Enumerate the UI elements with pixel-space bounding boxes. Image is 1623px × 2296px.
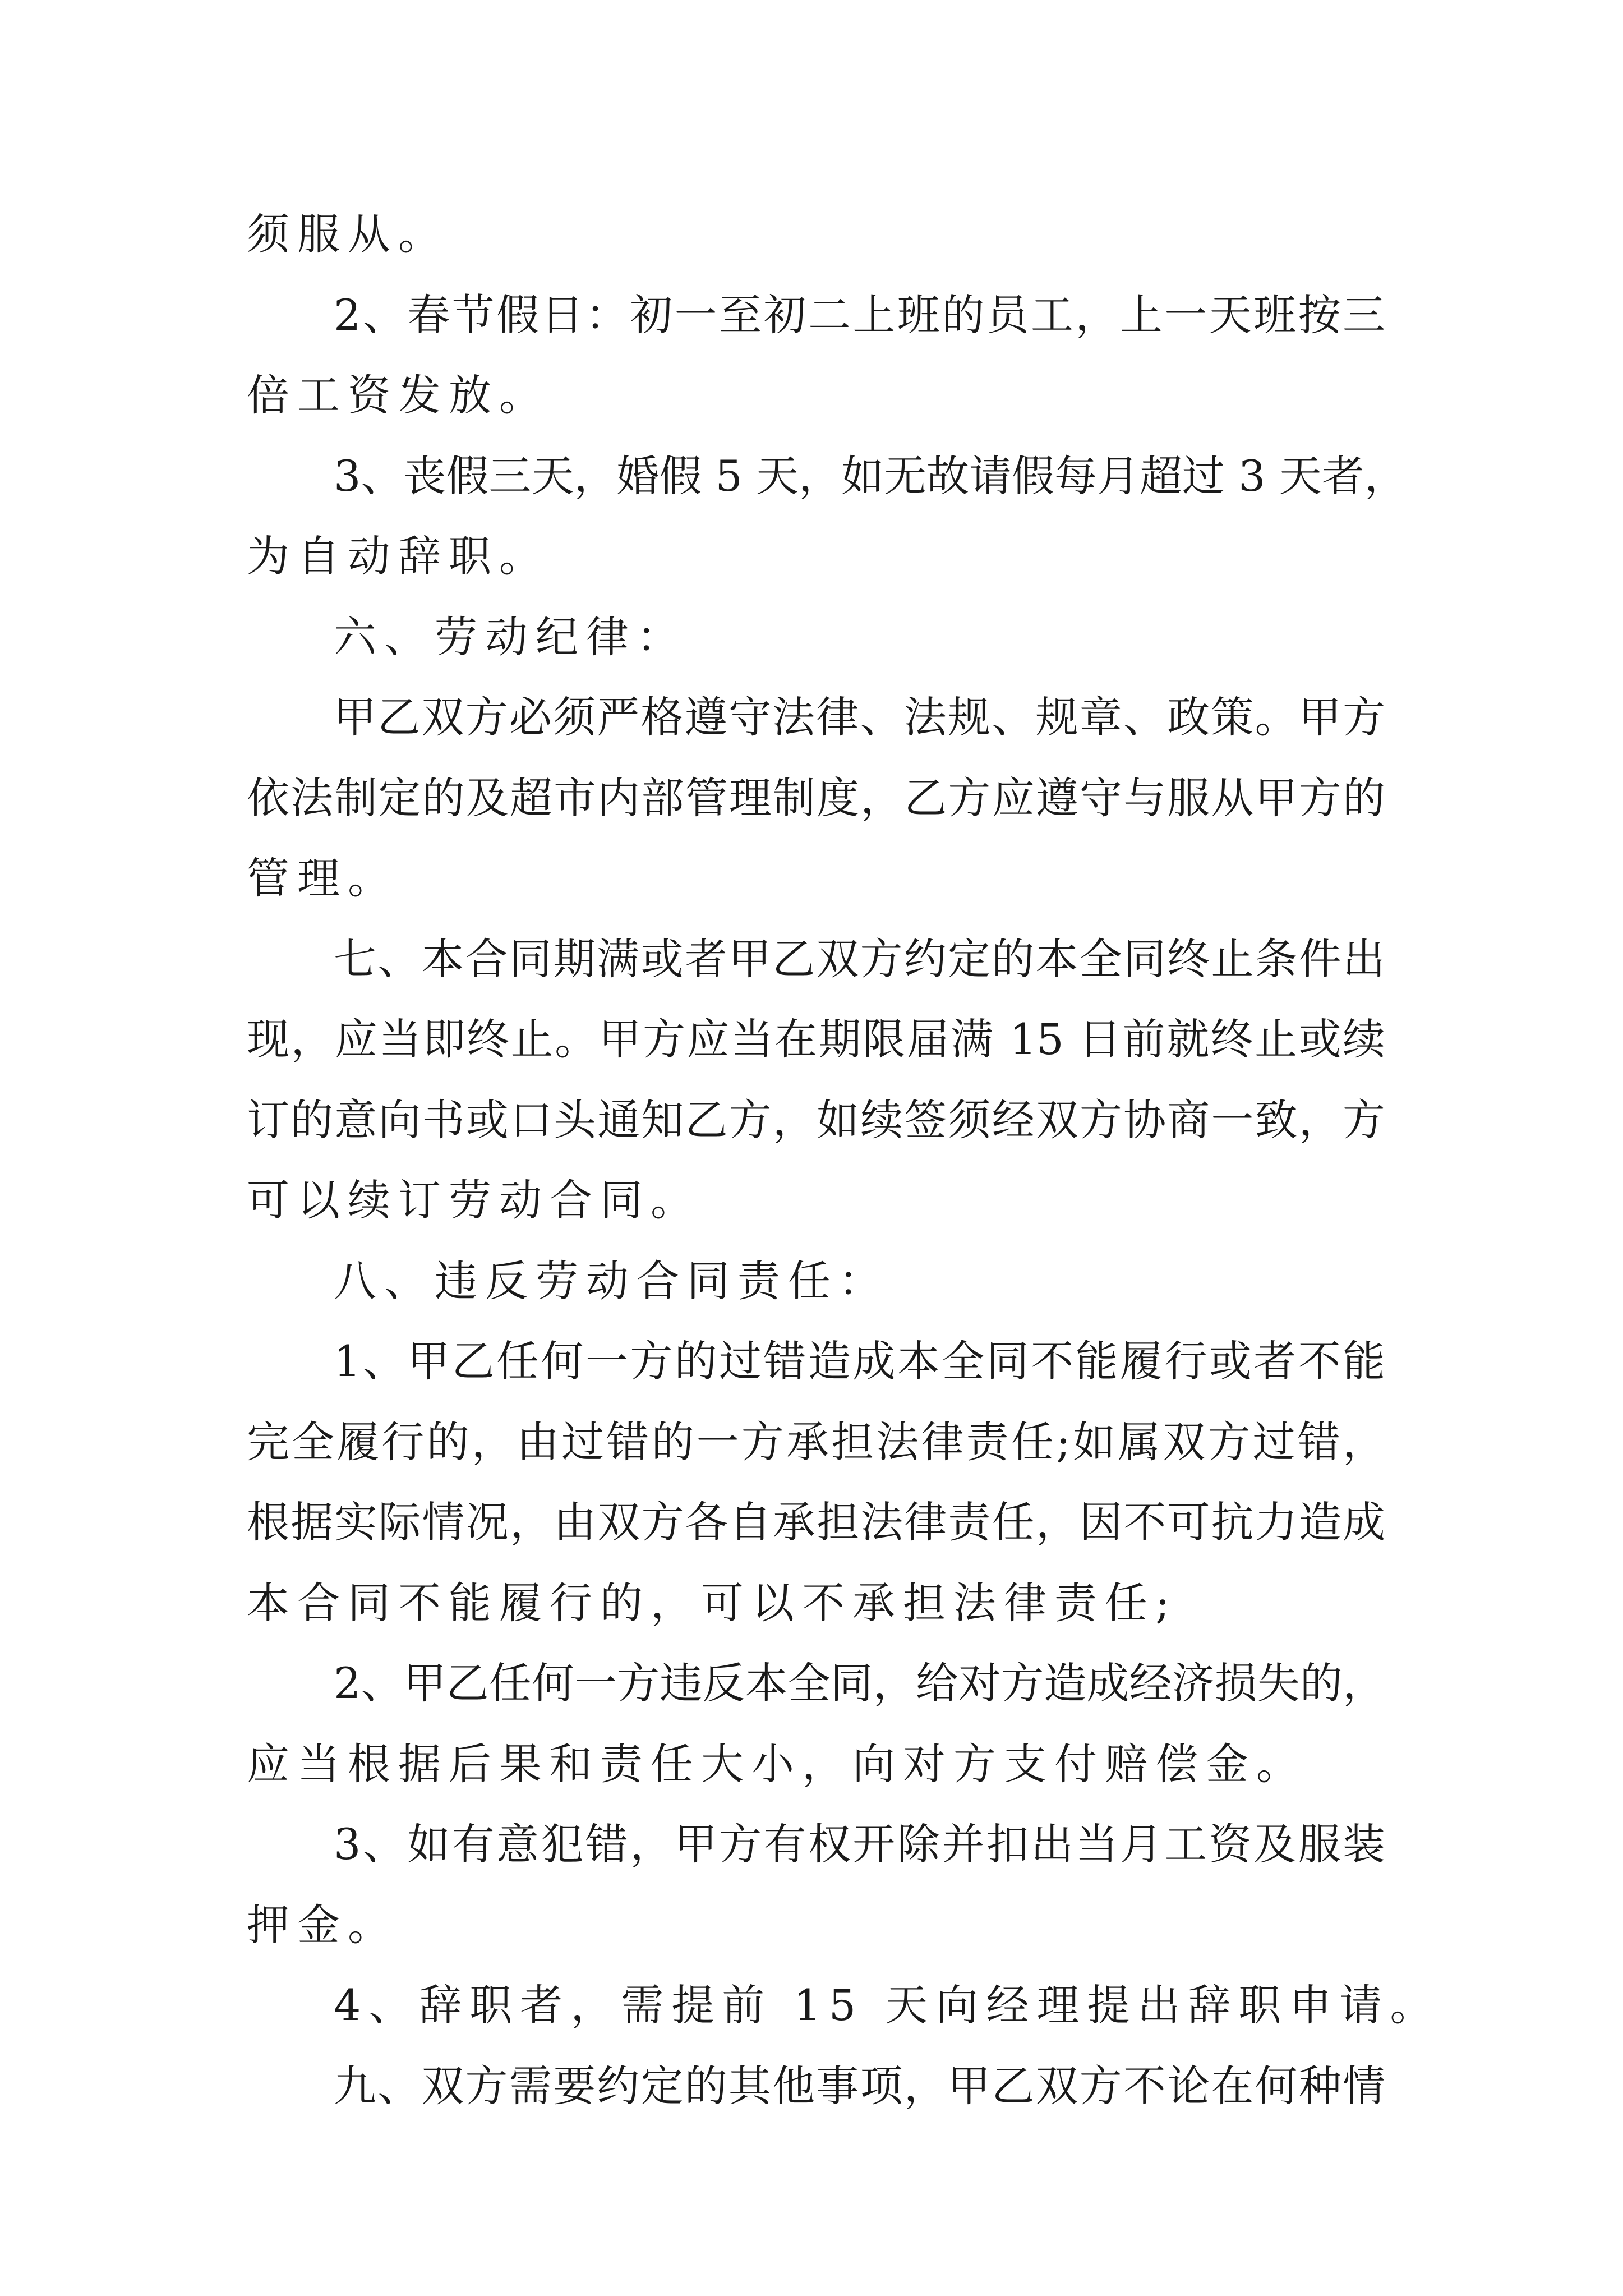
text-line: 3、如有意犯错，甲方有权开除并扣出当月工资及服装 bbox=[334, 1819, 1385, 1869]
text-line: 根据实际情况，由双方各自承担法律责任，因不可抗力造成 bbox=[247, 1497, 1385, 1547]
text-line: 管理。 bbox=[247, 853, 398, 903]
text-line: 可以续订劳动合同。 bbox=[247, 1175, 701, 1225]
text-line: 甲乙双方必须严格遵守法律、法规、规章、政策。甲方 bbox=[334, 692, 1385, 742]
text-line: 九、双方需要约定的其他事项，甲乙双方不论在何种情 bbox=[334, 2060, 1385, 2111]
text-line: 倍工资发放。 bbox=[247, 370, 550, 420]
text-line: 六、劳动纪律： bbox=[334, 611, 687, 662]
text-line: 须服从。 bbox=[247, 209, 449, 259]
text-line: 七、本合同期满或者甲乙双方约定的本全同终止条件出 bbox=[334, 933, 1385, 984]
text-line: 为自动辞职。 bbox=[247, 531, 550, 581]
text-line: 订的意向书或口头通知乙方，如续签须经双方协商一致，方 bbox=[247, 1094, 1385, 1145]
text-line: 4、辞职者，需提前 15 天向经理提出辞职申请。 bbox=[334, 1980, 1441, 2030]
text-line: 完全履行的，由过错的一方承担法律责任;如属双方过错， bbox=[247, 1416, 1385, 1467]
text-line: 八、违反劳动合同责任： bbox=[334, 1255, 889, 1306]
text-line: 2、春节假日：初一至初二上班的员工，上一天班按三 bbox=[334, 289, 1385, 340]
text-line: 1、甲乙任何一方的过错造成本全同不能履行或者不能 bbox=[334, 1336, 1385, 1386]
text-line: 依法制定的及超市内部管理制度，乙方应遵守与服从甲方的 bbox=[247, 772, 1385, 823]
text-line: 应当根据后果和责任大小，向对方支付赔偿金。 bbox=[247, 1738, 1307, 1789]
text-line: 2、甲乙任何一方违反本全同，给对方造成经济损失的， bbox=[334, 1658, 1385, 1708]
text-line: 现，应当即终止。甲方应当在期限届满 15 日前就终止或续 bbox=[247, 1014, 1385, 1064]
text-line: 押金。 bbox=[247, 1899, 398, 1950]
text-line: 3、丧假三天，婚假 5 天，如无故请假每月超过 3 天者， bbox=[334, 450, 1407, 501]
text-line: 本合同不能履行的，可以不承担法律责任; bbox=[247, 1577, 1178, 1628]
